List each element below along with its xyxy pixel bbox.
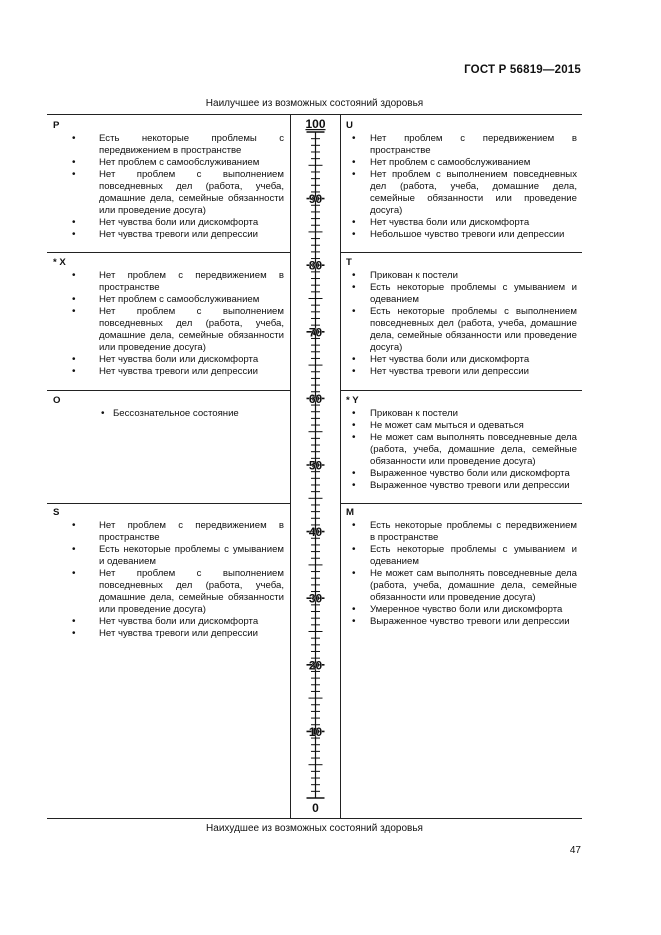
state-item-text: Нет чувства тревоги или депрессии (99, 229, 258, 240)
scale-label-20 (309, 658, 323, 672)
bullet-icon: • (352, 217, 356, 228)
bullet-icon: • (352, 520, 356, 531)
state-items (53, 133, 284, 241)
scale-label-100 (305, 117, 325, 131)
state-card-t (346, 257, 577, 378)
state-letter: T (346, 257, 352, 268)
scale-label-0 (312, 801, 319, 815)
state-item-text: Нет чувства боли или дискомфорта (99, 217, 259, 228)
scale-label-text: 30 (308, 591, 323, 606)
bullet-icon: • (72, 616, 76, 627)
state-item-text: Выраженное чувство боли или дискомфорта (370, 468, 570, 479)
bullet-icon: • (72, 217, 76, 228)
state-item-text: Нет проблем с выполнением повседневных дел (работа, учеба, домашние дела, семейные обязанности или проведение досуга) (99, 306, 284, 353)
state-item (53, 229, 284, 241)
bullet-icon: • (72, 229, 76, 240)
state-item (346, 133, 577, 157)
state-item-text: Нет чувства тревоги или депрессии (99, 366, 258, 377)
bullet-icon: • (352, 604, 356, 615)
state-items (346, 520, 577, 628)
state-item-text: Нет чувства боли или дискомфорта (99, 616, 259, 627)
state-item (346, 282, 577, 306)
bullet-icon: • (72, 133, 76, 144)
bullet-icon: • (72, 157, 76, 168)
health-thermometer-scale (290, 114, 341, 817)
state-item-text: Прикован к постели (370, 270, 458, 281)
state-item (346, 480, 577, 492)
state-item (346, 306, 577, 354)
state-item-text: Нет проблем с выполнением повседневных дел (работа, учеба, домашние дела, семейные обязанности или проведение досуга) (99, 568, 284, 615)
bullet-icon: • (352, 568, 356, 579)
scale-label-text: 90 (308, 192, 323, 207)
state-item-text: Есть некоторые проблемы с передвижением в пространстве (370, 520, 577, 543)
state-item (346, 229, 577, 241)
state-item (53, 366, 284, 378)
state-item-text: Прикован к постели (370, 408, 458, 419)
scale-label-text: 60 (308, 391, 323, 406)
state-item (53, 520, 284, 544)
bullet-icon: • (72, 366, 76, 377)
state-item-text: Не может сам выполнять повседневные дела (работа, учеба, домашние дела, семейные обязанности или проведение досуга) (370, 432, 577, 467)
scale-label-40 (309, 525, 323, 539)
state-item-text: Выраженное чувство тревоги или депрессии (370, 616, 570, 627)
state-items (53, 408, 284, 420)
bullet-icon: • (352, 354, 356, 365)
bullet-icon: • (72, 169, 76, 180)
state-item (53, 544, 284, 568)
state-item (53, 169, 284, 217)
state-item-text: Нет проблем с самообслуживанием (370, 157, 531, 168)
state-item-text: Бессознательное состояние (113, 408, 239, 419)
scale-label-90 (309, 192, 323, 206)
worst-state-caption: Наихудшее из возможных состояний здоровья (206, 823, 423, 834)
state-item-text: Нет проблем с самообслуживанием (99, 294, 260, 305)
bullet-icon: • (352, 432, 356, 443)
scale-label-text: 40 (308, 525, 323, 540)
scale-label-text: 80 (308, 258, 323, 273)
state-item (53, 354, 284, 366)
state-item-text: Нет проблем с выполнением повседневных дел (работа, учеба, домашние дела, семейные обязанности или проведение досуга) (99, 169, 284, 216)
state-item-text: Нет проблем с передвижением в пространстве (99, 520, 284, 543)
bullet-icon: • (72, 520, 76, 531)
state-card-u (346, 120, 577, 241)
state-letter: O (53, 395, 61, 406)
state-item (346, 432, 577, 468)
state-card-o (53, 395, 284, 420)
state-card-p (53, 120, 284, 241)
state-item (53, 157, 284, 169)
bullet-icon: • (352, 468, 356, 479)
state-item-text: Выраженное чувство тревоги или депрессии (370, 480, 570, 491)
scale-label-80 (309, 259, 323, 273)
state-item (53, 306, 284, 354)
scale-label-30 (309, 592, 323, 606)
state-item (346, 616, 577, 628)
page-number: 47 (569, 845, 581, 856)
scale-label-text: 50 (308, 458, 323, 473)
state-item-text: Нет проблем с передвижением в пространстве (370, 133, 577, 156)
bullet-icon: • (352, 544, 356, 555)
state-letter: U (346, 120, 353, 131)
state-item-text: Нет проблем с выполнением повседневных дел (работа, учеба, домашние дела, семейные обязанности или проведение досуга) (370, 169, 577, 216)
state-item (346, 217, 577, 229)
state-item (53, 294, 284, 306)
state-item (346, 169, 577, 217)
state-item (346, 354, 577, 366)
bullet-icon: • (352, 616, 356, 627)
state-item-text: Нет проблем с передвижением в пространстве (99, 270, 284, 293)
bullet-icon: • (352, 420, 356, 431)
scale-label-text: 20 (308, 658, 323, 673)
state-items (346, 408, 577, 492)
scale-label-50 (309, 459, 323, 473)
state-item-text: Не может сам выполнять повседневные дела (работа, учеба, домашние дела, семейные обязанности или проведение досуга) (370, 568, 577, 603)
bullet-icon: • (352, 157, 356, 168)
state-card-x (53, 257, 284, 378)
best-state-caption: Наилучшее из возможных состояний здоровья (205, 98, 424, 109)
scale-label-text: 70 (308, 325, 323, 340)
state-item (53, 616, 284, 628)
scale-label-text: 0 (312, 801, 319, 815)
scale-label-text: 100 (305, 117, 326, 131)
state-letter: P (53, 120, 60, 131)
state-item-text: Нет чувства боли или дискомфорта (99, 354, 259, 365)
state-letter: S (53, 507, 60, 518)
bullet-icon: • (101, 408, 105, 419)
state-card-s (53, 507, 284, 640)
scale-svg (290, 114, 341, 817)
scale-label-10 (309, 725, 323, 739)
state-item (53, 270, 284, 294)
state-card-m (346, 507, 577, 628)
bullet-icon: • (352, 133, 356, 144)
state-item (346, 520, 577, 544)
state-item (346, 468, 577, 480)
state-item (346, 568, 577, 604)
bullet-icon: • (352, 480, 356, 491)
state-letter: * Y (346, 395, 359, 406)
bullet-icon: • (72, 270, 76, 281)
scale-label-70 (309, 325, 323, 339)
state-item-text: Небольшое чувство тревоги или депрессии (370, 229, 565, 240)
state-items (53, 270, 284, 378)
state-items (53, 520, 284, 640)
state-item (346, 157, 577, 169)
state-item-text: Есть некоторые проблемы с умыванием и одеванием (370, 544, 577, 567)
bullet-icon: • (72, 628, 76, 639)
scale-label-text: 10 (308, 724, 323, 739)
state-item (346, 408, 577, 420)
state-item (346, 604, 577, 616)
state-item-text: Есть некоторые проблемы с умыванием и одеванием (99, 544, 284, 567)
state-item-text: Нет чувства боли или дискомфорта (370, 354, 530, 365)
state-item (346, 366, 577, 378)
state-items (346, 133, 577, 241)
state-letter: M (346, 507, 354, 518)
bullet-icon: • (352, 366, 356, 377)
bullet-icon: • (352, 408, 356, 419)
state-item-text: Нет чувства тревоги или депрессии (99, 628, 258, 639)
state-card-y (346, 395, 577, 492)
state-item-text: Есть некоторые проблемы с передвижением в пространстве (99, 133, 284, 156)
bullet-icon: • (352, 270, 356, 281)
state-items (346, 270, 577, 378)
state-item (53, 408, 284, 420)
state-item-text: Есть некоторые проблемы с умыванием и одеванием (370, 282, 577, 305)
state-item (346, 544, 577, 568)
bullet-icon: • (352, 306, 356, 317)
scale-label-60 (309, 392, 323, 406)
state-item-text: Есть некоторые проблемы с выполнением повседневных дел (работа, учеба, домашние дела, семейные обязанности или проведение досуга) (370, 306, 577, 353)
state-item (346, 420, 577, 432)
bullet-icon: • (352, 229, 356, 240)
state-item (53, 628, 284, 640)
state-item-text: Нет проблем с самообслуживанием (99, 157, 260, 168)
state-item (53, 568, 284, 616)
state-item-text: Не может сам мыться и одеваться (370, 420, 524, 431)
state-item-text: Умеренное чувство боли или дискомфорта (370, 604, 563, 615)
state-item-text: Нет чувства тревоги или депрессии (370, 366, 529, 377)
state-item (53, 217, 284, 229)
bullet-icon: • (352, 282, 356, 293)
standard-code: ГОСТ Р 56819—2015 (464, 64, 581, 76)
bullet-icon: • (72, 354, 76, 365)
bullet-icon: • (72, 294, 76, 305)
state-letter: * X (53, 257, 66, 268)
bullet-icon: • (72, 568, 76, 579)
state-item (346, 270, 577, 282)
bullet-icon: • (72, 306, 76, 317)
bullet-icon: • (72, 544, 76, 555)
bullet-icon: • (352, 169, 356, 180)
state-item-text: Нет чувства боли или дискомфорта (370, 217, 530, 228)
state-item (53, 133, 284, 157)
